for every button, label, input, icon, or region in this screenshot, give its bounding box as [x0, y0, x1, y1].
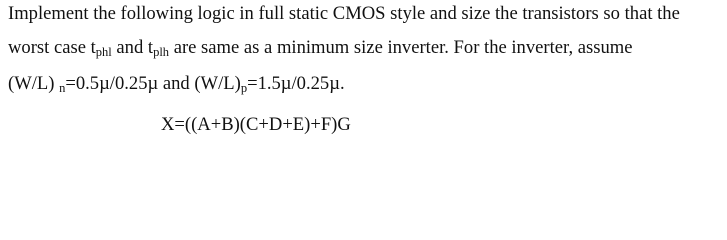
tphl-subscript: phl — [95, 45, 112, 59]
line2-text-c: are same as a minimum size inverter. For the inverter, assume — [169, 37, 633, 58]
line2-text-a: worst case t — [8, 37, 96, 58]
line3-text-a: (W/L) — [8, 73, 60, 94]
logic-expression: X=((A+B)(C+D+E)+F)G — [161, 114, 351, 135]
p-subscript: p — [240, 81, 248, 95]
problem-line-1: Implement the following logic in full static CMOS style and size the transistors so that the — [8, 3, 680, 24]
problem-line-3 — [8, 73, 345, 95]
line3-text-b: =0.5µ/0.25µ and (W/L) — [65, 73, 241, 94]
n-subscript: n — [59, 81, 66, 95]
problem-line-2 — [8, 37, 633, 59]
line3-text-c: =1.5µ/0.25µ. — [247, 73, 345, 94]
line2-text-b: and t — [111, 37, 154, 58]
tplh-subscript: plh — [153, 45, 170, 59]
